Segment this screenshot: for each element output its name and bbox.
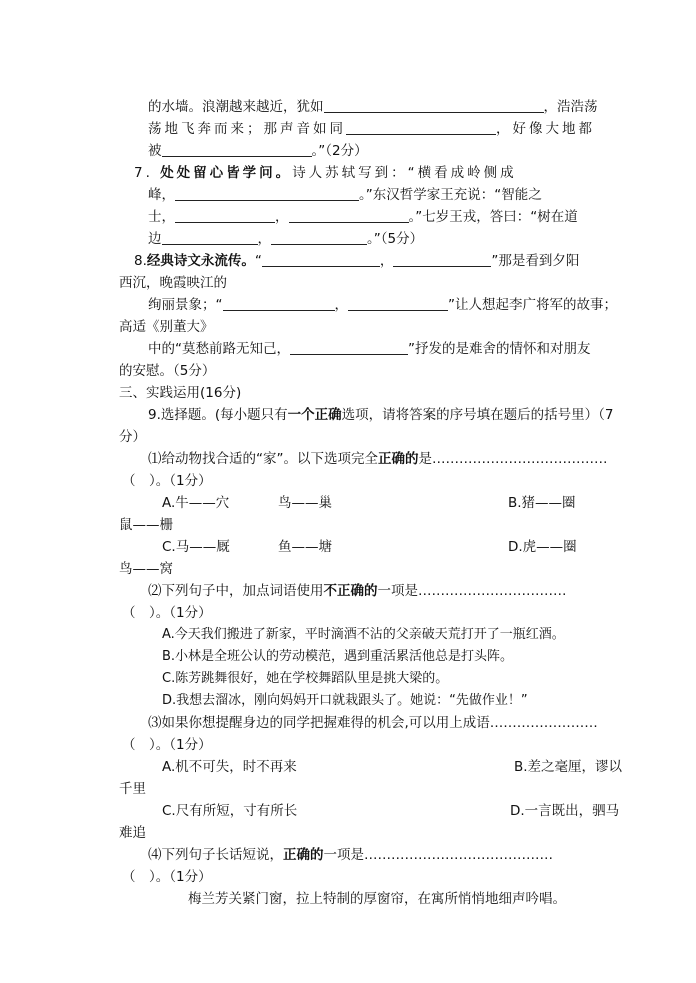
q7-text: 边 — [148, 231, 162, 247]
option-a-pair: 鸟——巢 — [278, 495, 332, 511]
answer-blank[interactable] — [175, 208, 275, 223]
option-c: C.尺有所短，寸有所长 — [162, 803, 298, 819]
q6-text: 被 — [148, 143, 162, 159]
sub-number: ⑵ — [148, 583, 162, 599]
option-d-pair: 鸟——窝 — [119, 561, 173, 577]
q6-text: ，好像大地都 — [496, 121, 595, 137]
q9-text: 一项是…………………………… — [377, 583, 567, 599]
option-c-pair: 鱼——塘 — [278, 539, 332, 555]
answer-blank[interactable] — [346, 120, 496, 135]
q9-s4-stem — [148, 846, 553, 864]
q9-s4-sentence: 梅兰芳关紧门窗，拉上特制的厚窗帘，在寓所悄悄地细声吟唱。 — [188, 891, 566, 907]
option-a: A.牛——穴 — [162, 495, 230, 511]
answer-paren[interactable]: （ ）。（1分） — [122, 869, 212, 885]
q9-text: 下列句子中，加点词语使用 — [161, 583, 324, 599]
q9-text: 下列句子长话短说， — [161, 847, 283, 863]
option-b: B.猪——圈 — [508, 495, 576, 511]
q8-line3 — [148, 296, 617, 314]
answer-paren[interactable]: （ ）。（1分） — [122, 473, 212, 489]
sub-number: ⑶ — [148, 715, 162, 731]
option-d-cont: 难追 — [119, 825, 146, 841]
q7-text: 峰， — [148, 187, 175, 203]
q8-text: 绚丽景象；“ — [148, 297, 223, 313]
answer-blank[interactable] — [348, 296, 448, 311]
q7-line1 — [134, 164, 517, 182]
q6-line2 — [148, 120, 595, 138]
q9-intro — [148, 406, 614, 424]
q9-text: 是………………………………… — [418, 451, 608, 467]
question-number: 7. — [134, 165, 153, 181]
q9-text: 选项，请将答案的序号填在题后的括号里）（7 — [341, 407, 614, 423]
option-b: B.差之毫厘，谬以 — [514, 759, 623, 775]
q8-title: 经典诗文永流传。 — [146, 253, 255, 269]
answer-blank[interactable] — [290, 340, 408, 355]
option-d: D.虎——圈 — [508, 539, 577, 555]
answer-blank[interactable] — [162, 230, 258, 245]
answer-paren[interactable]: （ ）。（1分） — [122, 737, 212, 753]
option-a: A.机不可失，时不再来 — [162, 759, 297, 775]
q8-text: “ — [254, 253, 262, 269]
q7-text: ， — [257, 231, 271, 247]
answer-blank[interactable] — [289, 208, 409, 223]
q9-s2-stem — [148, 582, 567, 600]
q9-s1-stem — [148, 450, 608, 468]
q6-text: 的水墙。浪潮越来越近，犹如 — [148, 99, 324, 115]
option-c: C.陈芳跳舞很好，她在学校舞蹈队里是挑大梁的。 — [162, 671, 449, 686]
q8-text: ”让人想起李广将军的故事； — [448, 297, 617, 313]
q8-text: ， — [379, 253, 394, 269]
q8-line1 — [134, 252, 579, 270]
q7-text: 诗人苏轼写到：“横看成岭侧成 — [292, 165, 517, 181]
q8-text: 中的“莫愁前路无知己， — [148, 341, 290, 357]
q9-emphasis: 正确的 — [378, 451, 419, 467]
q9-emphasis: 正确的 — [283, 847, 324, 863]
q7-line2 — [148, 186, 542, 204]
q7-text: 。”七岁王戎，答曰：“树在道 — [408, 209, 578, 225]
q7-title: 处处留心皆学问。 — [160, 165, 293, 181]
option-a: A.今天我们搬进了新家，平时滴酒不沾的父亲破天荒打开了一瓶红酒。 — [162, 627, 565, 642]
q7-text: ， — [275, 209, 289, 225]
q6-text: 。”（2分） — [311, 143, 368, 159]
q7-line4 — [148, 230, 423, 248]
q8-text: ， — [334, 297, 348, 313]
option-b-pair: 鼠——栅 — [119, 517, 173, 533]
q8-text: 西沉，晚霞映江的 — [119, 275, 227, 291]
q9-emphasis: 不正确的 — [323, 583, 378, 599]
answer-blank[interactable] — [271, 230, 367, 245]
q7-text: 。”东汉哲学家王充说：“智能之 — [359, 187, 542, 203]
section-heading: 三、实践运用(16分) — [119, 385, 242, 401]
q6-line3 — [148, 142, 368, 160]
q8-line5 — [148, 340, 591, 358]
q8-text: 的安慰。（5分） — [119, 363, 216, 379]
answer-blank[interactable] — [393, 252, 491, 267]
q7-text: 士， — [148, 209, 175, 225]
option-d: D.我想去溜冰，刚向妈妈开口就栽跟头了。她说：“先做作业！” — [162, 693, 528, 708]
q7-text: 。”（5分） — [367, 231, 424, 247]
q8-text: 高适《别董大》 — [119, 319, 214, 335]
q9-text: 分） — [119, 429, 146, 445]
q9-text: 给动物找合适的“家”。以下选项完全 — [161, 451, 378, 467]
answer-blank[interactable] — [223, 296, 335, 311]
question-number: 8. — [134, 253, 147, 269]
q8-text: ”那是看到夕阳 — [491, 253, 580, 269]
q8-text: ”抒发的是难舍的情怀和对朋友 — [408, 341, 591, 357]
q6-text: ，浩浩荡 — [543, 99, 598, 115]
option-c: C.马——厩 — [162, 539, 230, 555]
sub-number: ⑴ — [148, 451, 162, 467]
q9-text: 9.选择题。(每小题只有 — [148, 407, 288, 423]
answer-blank[interactable] — [262, 252, 380, 267]
answer-paren[interactable]: （ ）。（1分） — [122, 605, 212, 621]
option-d: D.一言既出，驷马 — [510, 803, 620, 819]
q6-line1 — [148, 98, 598, 116]
q9-text: 如果你想提醒身边的同学把握难得的机会,可以用上成语…………………… — [161, 715, 598, 731]
sub-number: ⑷ — [148, 847, 162, 863]
q9-emphasis: 一个正确 — [287, 407, 342, 423]
q9-s3-stem — [148, 714, 598, 732]
q6-text: 荡地飞奔而来；那声音如同 — [148, 121, 346, 137]
answer-blank[interactable] — [175, 186, 359, 201]
option-b-cont: 千里 — [119, 781, 146, 797]
answer-blank[interactable] — [324, 98, 544, 113]
answer-blank[interactable] — [162, 142, 312, 157]
q9-text: 一项是…………………………………… — [323, 847, 553, 863]
option-b: B.小林是全班公认的劳动模范，遇到重活累活他总是打头阵。 — [162, 649, 514, 664]
q7-line3 — [148, 208, 578, 226]
